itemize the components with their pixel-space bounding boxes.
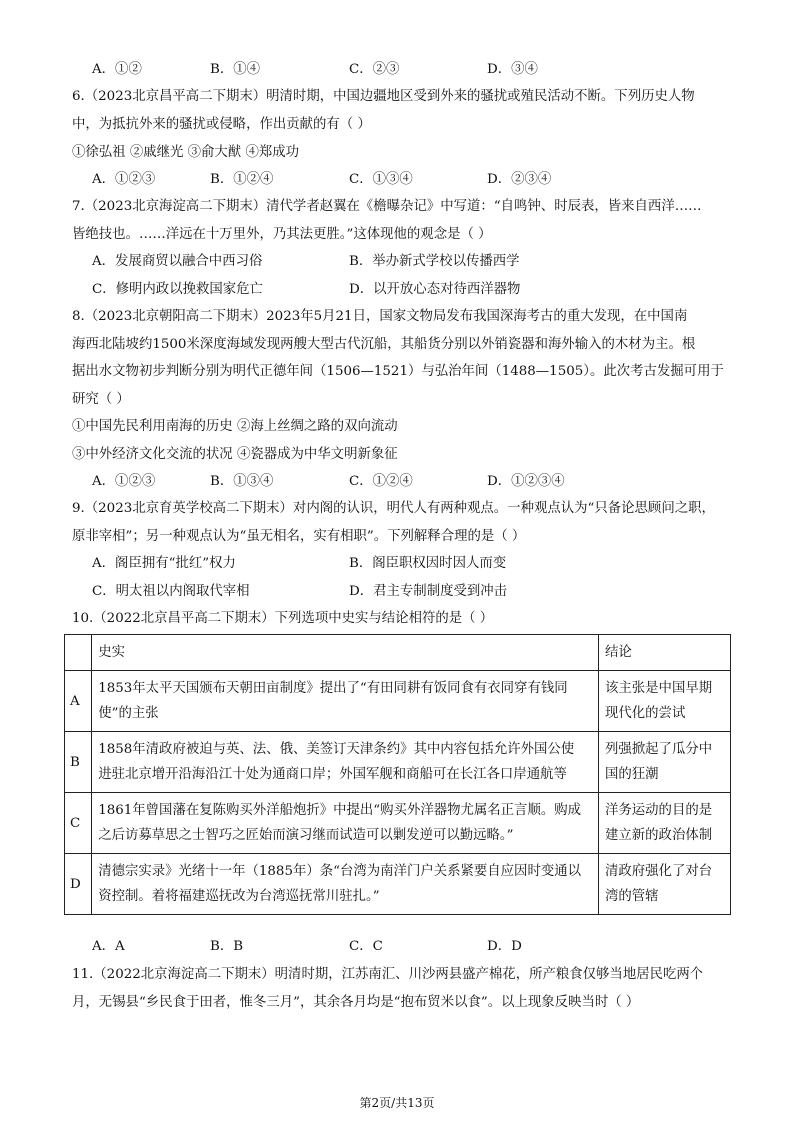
q6-option-d[interactable]: D．②③④ bbox=[487, 172, 552, 187]
table-row bbox=[65, 671, 731, 732]
row-fact bbox=[92, 854, 599, 915]
q9-option-a[interactable]: A．阁臣拥有“批红”权力 bbox=[92, 556, 236, 571]
q9-options-row-1 bbox=[0, 555, 794, 573]
q10-stem: 10.（2022北京昌平高二下期末）下列选项中史实与结论相符的是（ ） bbox=[72, 611, 494, 626]
q9-option-c[interactable]: C．明太祖以内阁取代宰相 bbox=[92, 584, 250, 599]
q7-options-row-1 bbox=[0, 253, 794, 271]
q8-options bbox=[0, 473, 794, 491]
q5-options bbox=[0, 61, 794, 79]
row-conclusion bbox=[599, 854, 731, 915]
q5-option-b[interactable]: B．①④ bbox=[210, 62, 261, 77]
q7-stem-line-2: 皆绝技也。……洋远在十万里外，乃其法更胜。”这体现他的观念是（ ） bbox=[72, 227, 492, 242]
row-fact-line: 资控制。着将福建巡抚改为台湾巡抚常川驻扎。” bbox=[98, 889, 380, 904]
q8-stem-line-4: 研究（ ） bbox=[72, 392, 130, 407]
table-row bbox=[65, 793, 731, 854]
q7-option-b[interactable]: B．举办新式学校以传播西学 bbox=[349, 254, 520, 269]
q6-stem-line-1: 6.（2023北京昌平高二下期末）明清时期，中国边疆地区受到外来的骚扰或殖民活动不断。下列历史人物 bbox=[72, 89, 695, 104]
q7-stem-line-1: 7.（2023北京海淀高二下期末）清代学者赵翼在《檐曝杂记》中写道：“自鸣钟、时辰表，皆来自西洋…… bbox=[72, 199, 702, 214]
row-conclusion bbox=[599, 732, 731, 793]
row-fact bbox=[92, 793, 599, 854]
q10-options bbox=[0, 938, 794, 956]
row-conclusion bbox=[599, 793, 731, 854]
q8-stem-line-1: 8.（2023北京朝阳高二下期末）2023年5月21日，国家文物局发布我国深海考古的重大发现，在中国南 bbox=[72, 309, 688, 324]
q8-choices-line-2: ③中外经济文化交流的状况 ④瓷器成为中华文明新象征 bbox=[72, 447, 398, 462]
q6-option-c[interactable]: C．①③④ bbox=[349, 172, 413, 187]
q7-option-a[interactable]: A．发展商贸以融合中西习俗 bbox=[92, 254, 263, 269]
row-conclusion-line: 建立新的政治体制 bbox=[605, 828, 713, 843]
row-conclusion-line: 洋务运动的目的是 bbox=[605, 803, 713, 818]
row-label: B bbox=[65, 732, 92, 793]
q9-option-b[interactable]: B．阁臣职权因时因人而变 bbox=[349, 556, 507, 571]
q10-option-b[interactable]: B．B bbox=[210, 939, 244, 954]
q11-stem-line-1: 11.（2022北京海淀高二下期末）明清时期，江苏南汇、川沙两县盛产棉花，所产粮食仅够当地居民吃两个 bbox=[72, 967, 704, 982]
q8-stem-line-3: 据出水文物初步判断分别为明代正德年间（1506—1521）与弘治年间（1488—1505）。此次考古发掘可用于 bbox=[72, 364, 724, 379]
q9-option-d[interactable]: D．君主专制制度受到冲击 bbox=[349, 584, 508, 599]
q8-choices-line-1: ①中国先民利用南海的历史 ②海上丝绸之路的双向流动 bbox=[72, 419, 398, 434]
table-header-row bbox=[65, 635, 731, 671]
row-conclusion-line: 列强掀起了瓜分中 bbox=[605, 742, 713, 757]
table-header-fact: 史实 bbox=[92, 635, 599, 671]
row-fact-line: 1858年清政府被迫与英、法、俄、美签订天津条约》其中内容包括允许外国公使 bbox=[98, 742, 575, 757]
q11-stem-line-2: 月，无锡县“乡民食于田者，惟冬三月”，其余各月均是“抱布贸米以食”。以上现象反映当时（ ） bbox=[72, 995, 640, 1010]
q7-options-row-2 bbox=[0, 281, 794, 299]
row-conclusion-line: 清政府强化了对台 bbox=[605, 864, 713, 879]
q9-stem-line-2: 原非宰相”；另一种观点认为“虽无相名，实有相职”。下列解释合理的是（ ） bbox=[72, 529, 526, 544]
q10-option-d[interactable]: D．D bbox=[487, 939, 522, 954]
row-fact-line: 清德宗实录》光绪十一年（1885年）条“台湾为南洋门户关系紧要自应因时变通以 bbox=[98, 864, 582, 879]
q8-option-c[interactable]: C．①②④ bbox=[349, 474, 413, 489]
q10-option-a[interactable]: A．A bbox=[92, 939, 125, 954]
q10-table bbox=[64, 634, 731, 915]
q5-option-c[interactable]: C．②③ bbox=[349, 62, 400, 77]
q8-stem-line-2: 海西北陆坡约1500米深度海域发现两艘大型古代沉船，其船货分别以外销瓷器和海外输入的木材为主。根 bbox=[72, 337, 696, 352]
q5-option-d[interactable]: D．③④ bbox=[487, 62, 538, 77]
row-conclusion bbox=[599, 671, 731, 732]
q9-stem-line-1: 9.（2023北京育英学校高二下期末）对内阁的认识，明代人有两种观点。一种观点认为“只备论思顾问之职， bbox=[72, 501, 715, 516]
q9-options-row-2 bbox=[0, 583, 794, 601]
row-conclusion-line: 湾的管辖 bbox=[605, 889, 659, 904]
page-number: 第2页/共13页 bbox=[359, 1096, 435, 1110]
q5-option-a[interactable]: A．①② bbox=[92, 62, 142, 77]
table-row bbox=[65, 732, 731, 793]
q8-option-a[interactable]: A．①②③ bbox=[92, 474, 156, 489]
table-row bbox=[65, 854, 731, 915]
row-fact-line: 1853年太平天国颁布天朝田亩制度》提出了“有田同耕有饭同食有衣同穿有钱同 bbox=[98, 681, 568, 696]
row-conclusion-line: 现代化的尝试 bbox=[605, 706, 686, 721]
row-label: A bbox=[65, 671, 92, 732]
row-label: C bbox=[65, 793, 92, 854]
q6-choices-line: ①徐弘祖 ②戚继光 ③俞大猷 ④郑成功 bbox=[72, 145, 300, 160]
row-fact bbox=[92, 732, 599, 793]
row-fact-line: 之后访募草思之士智巧之匠始而演习继而试造可以剿发逆可以勤远略。” bbox=[98, 828, 514, 843]
row-fact-line: 进驻北京增开沿海沿江十处为通商口岸；外国军舰和商船可在长江各口岸通航等 bbox=[98, 767, 567, 782]
q7-option-c[interactable]: C．修明内政以挽救国家危亡 bbox=[92, 282, 263, 297]
row-label: D bbox=[65, 854, 92, 915]
row-conclusion-line: 国的狂潮 bbox=[605, 767, 659, 782]
table-header-label bbox=[65, 635, 92, 671]
row-fact-line: 使”的主张 bbox=[98, 706, 159, 721]
row-fact-line: 1861年曾国藩在复陈购买外洋船炮折》中提出“购买外洋器物尤属名正言顺。购成 bbox=[98, 803, 582, 818]
q6-option-b[interactable]: B．①②④ bbox=[210, 172, 274, 187]
q6-options bbox=[0, 171, 794, 189]
q10-option-c[interactable]: C．C bbox=[349, 939, 383, 954]
q8-option-b[interactable]: B．①③④ bbox=[210, 474, 274, 489]
q6-option-a[interactable]: A．①②③ bbox=[92, 172, 156, 187]
table-header-conclusion: 结论 bbox=[599, 635, 731, 671]
q8-option-d[interactable]: D．①②③④ bbox=[487, 474, 565, 489]
row-fact bbox=[92, 671, 599, 732]
q6-stem-line-2: 中，为抵抗外来的骚扰或侵略，作出贡献的有（ ） bbox=[72, 117, 371, 132]
row-conclusion-line: 该主张是中国早期 bbox=[605, 681, 713, 696]
q7-option-d[interactable]: D．以开放心态对待西洋器物 bbox=[349, 282, 521, 297]
